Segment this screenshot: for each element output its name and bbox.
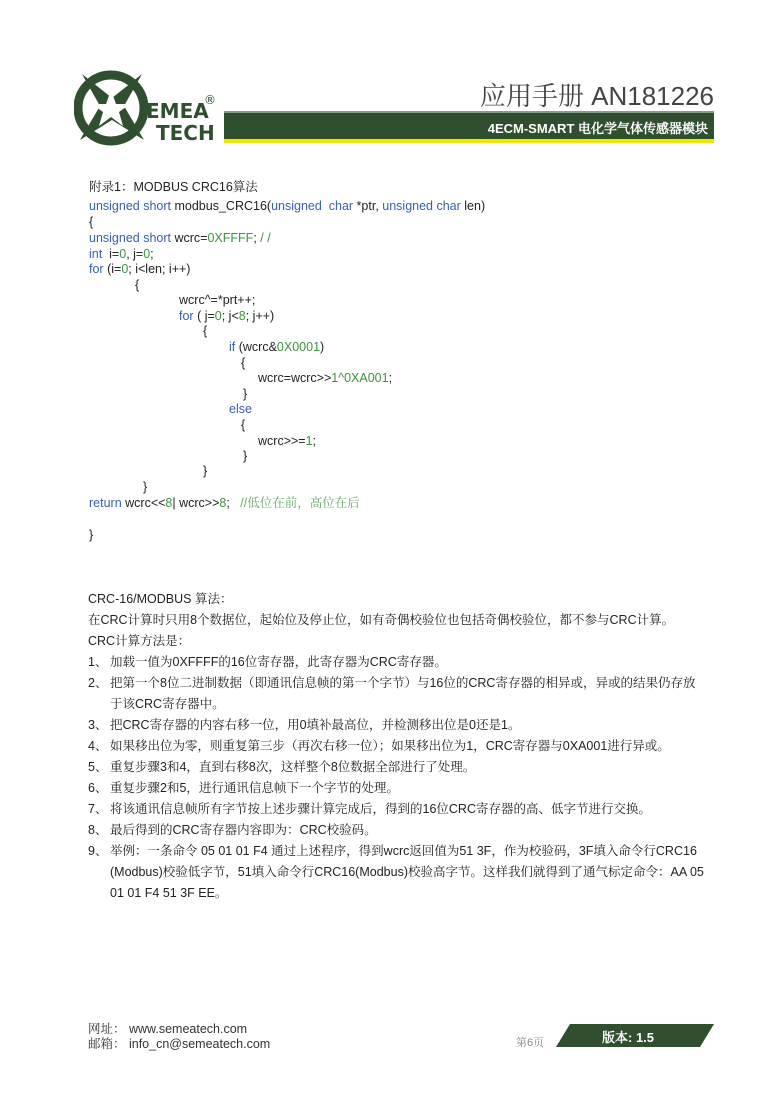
code-token: } (243, 387, 248, 401)
code-line (229, 402, 252, 417)
list-number: 5、 (88, 760, 108, 774)
code-token: wcrc= (171, 231, 208, 245)
product-subtitle: 4ECM-SMART 电化学气体传感器模块 (487, 121, 708, 136)
code-token: ; (253, 231, 261, 245)
code-line (89, 231, 271, 246)
code-token: len) (460, 199, 486, 213)
code-token: //低位在前，高位在后 (240, 496, 360, 510)
code-token: } (203, 464, 208, 478)
svg-text:EMEA: EMEA (146, 99, 209, 123)
code-token: unsigned char (271, 199, 354, 213)
code-token: 1 (305, 434, 313, 448)
code-token: int (89, 247, 103, 261)
algo-title: CRC-16/MODBUS 算法： (88, 592, 233, 606)
code-token: 0XFFFF (207, 231, 254, 245)
code-line (243, 449, 247, 464)
code-token: ; (388, 371, 393, 385)
code-token: wcrc=wcrc>> (258, 371, 332, 385)
code-line (258, 371, 392, 386)
code-line (89, 247, 154, 262)
code-line (243, 387, 247, 402)
code-token: ; (150, 247, 154, 261)
svg-text:®: ® (204, 93, 216, 107)
header-accent-line (224, 139, 714, 143)
code-token: i= (102, 247, 120, 261)
code-token: 8 (165, 496, 173, 510)
list-text-continued: 01 01 F4 51 3F EE。 (110, 886, 228, 900)
list-number: 7、 (88, 802, 108, 816)
semeatech-logo (74, 68, 224, 148)
code-line (89, 215, 93, 230)
code-line (89, 199, 485, 214)
list-number: 2、 (88, 676, 108, 690)
code-token: modbus_CRC16( (171, 199, 272, 213)
code-token: 0 (214, 309, 222, 323)
list-number: 3、 (88, 718, 108, 732)
list-number: 1、 (88, 655, 108, 669)
list-text: 重复步骤3和4，直到右移8次，这样整个8位数据全部进行了处理。 (110, 760, 476, 774)
list-text: 重复步骤2和5，进行通讯信息帧下一个字节的处理。 (110, 781, 399, 795)
code-token: ; (312, 434, 317, 448)
code-line (203, 324, 207, 339)
code-token: ) (320, 340, 325, 354)
code-token: 8 (219, 496, 227, 510)
code-line (241, 356, 245, 371)
list-text-continued: (Modbus)校验低字节，51填入命令行CRC16(Modbus)校验高字节。这样我们就得到了通气标定命令：AA 05 (110, 865, 704, 879)
code-token: 0 (143, 247, 151, 261)
code-token: ( j= (193, 309, 215, 323)
code-token: { (241, 418, 246, 432)
code-token: } (243, 449, 248, 463)
code-line (203, 464, 207, 479)
appendix-title: 附录1：MODBUS CRC16算法 (89, 180, 258, 194)
code-line (89, 262, 190, 277)
code-token: for (89, 262, 104, 276)
code-line (89, 496, 360, 511)
list-number: 4、 (88, 739, 108, 753)
intro-text: 在CRC计算时只用8个数据位，起始位及停止位，如有奇偶校验位也包括奇偶校验位，都不参与CRC计算。 (88, 613, 675, 627)
code-token: / / (260, 231, 271, 245)
code-line (241, 418, 245, 433)
footer-email: 邮箱： info_cn@semeatech.com (88, 1037, 271, 1051)
footer-website: 网址： www.semeatech.com (88, 1022, 248, 1036)
code-token: 8 (238, 309, 246, 323)
code-token: unsigned char (382, 199, 461, 213)
list-text: 把CRC寄存器的内容右移一位，用0填补最高位，并检测移出位是0还是1。 (110, 718, 521, 732)
code-token: ; j++) (245, 309, 275, 323)
list-text: 把第一个8位二进制数据（即通讯信息帧的第一个字节）与16位的CRC寄存器的相异或，异或的结果仍存放 (110, 676, 696, 690)
code-token: wcrc>>= (258, 434, 306, 448)
code-token: unsigned short (89, 199, 172, 213)
code-token: (i= (103, 262, 122, 276)
list-text: 如果移出位为零，则重复第三步（再次右移一位）；如果移出位为1，CRC寄存器与0XA001进行异或。 (110, 739, 670, 753)
code-line (258, 434, 316, 449)
code-token: ; j< (221, 309, 239, 323)
code-token: return (89, 496, 122, 510)
code-token: { (241, 356, 246, 370)
svg-text:TECH: TECH (156, 121, 215, 145)
list-text: 最后得到的CRC寄存器内容即为：CRC校验码。 (110, 823, 377, 837)
code-token: else (229, 402, 252, 416)
code-token: 1^0XA001 (331, 371, 389, 385)
code-token: wcrc<< (121, 496, 166, 510)
code-token: } (89, 528, 94, 542)
code-token: { (203, 324, 208, 338)
code-token: unsigned short (89, 231, 172, 245)
code-token: wcrc^=*prt++; (179, 293, 256, 307)
list-number: 8、 (88, 823, 108, 837)
code-token: { (135, 278, 140, 292)
code-token: 0X0001 (276, 340, 321, 354)
code-line (179, 293, 255, 308)
page-number: 第6页 (516, 1037, 545, 1049)
code-token: , j= (126, 247, 144, 261)
code-token: ; (226, 496, 241, 510)
code-token: | wcrc>> (172, 496, 220, 510)
code-token: if (229, 340, 236, 354)
code-token: ; i<len; i++) (128, 262, 191, 276)
list-number: 6、 (88, 781, 108, 795)
method-title: CRC计算方法是： (88, 634, 191, 648)
version-label: 版本: 1.5 (602, 1030, 655, 1045)
code-token: 0 (121, 262, 129, 276)
code-token: (wcrc& (235, 340, 277, 354)
document-title: 应用手册 AN181226 (479, 81, 714, 111)
code-line (143, 480, 147, 495)
code-line (179, 309, 274, 324)
code-token: for (179, 309, 194, 323)
code-line (135, 278, 139, 293)
code-token: } (143, 480, 148, 494)
list-number: 9、 (88, 844, 108, 858)
code-token: 0 (119, 247, 127, 261)
list-text-continued: 于该CRC寄存器中。 (110, 697, 225, 711)
code-token: { (89, 215, 94, 229)
list-text: 将该通讯信息帧所有字节按上述步骤计算完成后，得到的16位CRC寄存器的高、低字节进行交换。 (110, 802, 651, 816)
code-line (89, 528, 93, 543)
list-text: 举例：一条命令 05 01 01 F4 通过上述程序，得到wcrc返回值为51 3F，作为校验码，3F填入命令行CRC16 (110, 844, 697, 858)
list-text: 加载一值为0XFFFF的16位寄存器，此寄存器为CRC寄存器。 (110, 655, 447, 669)
code-token: *ptr, (353, 199, 383, 213)
code-line (229, 340, 324, 355)
